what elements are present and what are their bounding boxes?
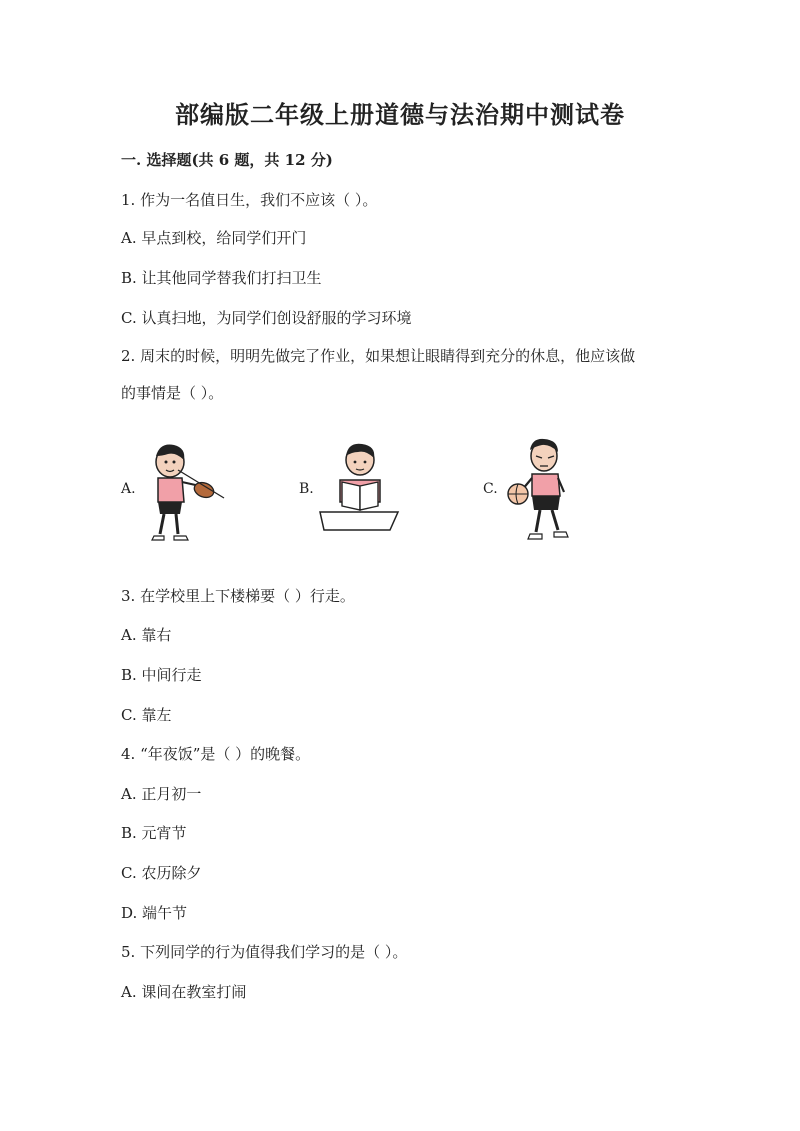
page-title: 部编版二年级上册道德与法治期中测试卷 [175, 100, 625, 129]
question-3-option-a: A. 靠右 [121, 626, 172, 644]
question-4-option-a: A. 正月初一 [121, 785, 202, 803]
picture-option-b-label: B. [299, 481, 314, 497]
question-1-option-c: C. 认真扫地，为同学们创设舒服的学习环境 [121, 309, 412, 327]
violin-child-illustration [138, 440, 228, 545]
question-3-option-c: C. 靠左 [121, 706, 172, 724]
question-1-option-b: B. 让其他同学替我们打扫卫生 [121, 269, 322, 287]
section-heading: 一. 选择题(共 6 题，共 12 分) [121, 151, 333, 169]
question-2-stem-line2: 的事情是（ ）。 [121, 384, 224, 402]
question-5-option-a: A. 课间在教室打闹 [121, 983, 247, 1001]
basketball-child-illustration [502, 436, 582, 544]
question-2-stem-line1: 2. 周末的时候，明明先做完了作业，如果想让眼睛得到充分的休息，他应该做 [121, 347, 636, 365]
question-5-stem: 5. 下列同学的行为值得我们学习的是（ ）。 [121, 943, 408, 961]
reading-child-illustration [318, 440, 403, 535]
question-4-stem: 4. “年夜饭”是（ ）的晚餐。 [121, 745, 311, 763]
picture-option-c-label: C. [483, 481, 498, 497]
picture-option-a-label: A. [121, 481, 136, 497]
question-3-stem: 3. 在学校里上下楼梯要（ ）行走。 [121, 587, 355, 605]
question-1-option-a: A. 早点到校，给同学们开门 [121, 229, 307, 247]
question-3-option-b: B. 中间行走 [121, 666, 202, 684]
question-4-option-d: D. 端午节 [121, 904, 188, 922]
question-4-option-b: B. 元宵节 [121, 824, 187, 842]
question-4-option-c: C. 农历除夕 [121, 864, 202, 882]
question-1-stem: 1. 作为一名值日生，我们不应该（ ）。 [121, 191, 378, 209]
